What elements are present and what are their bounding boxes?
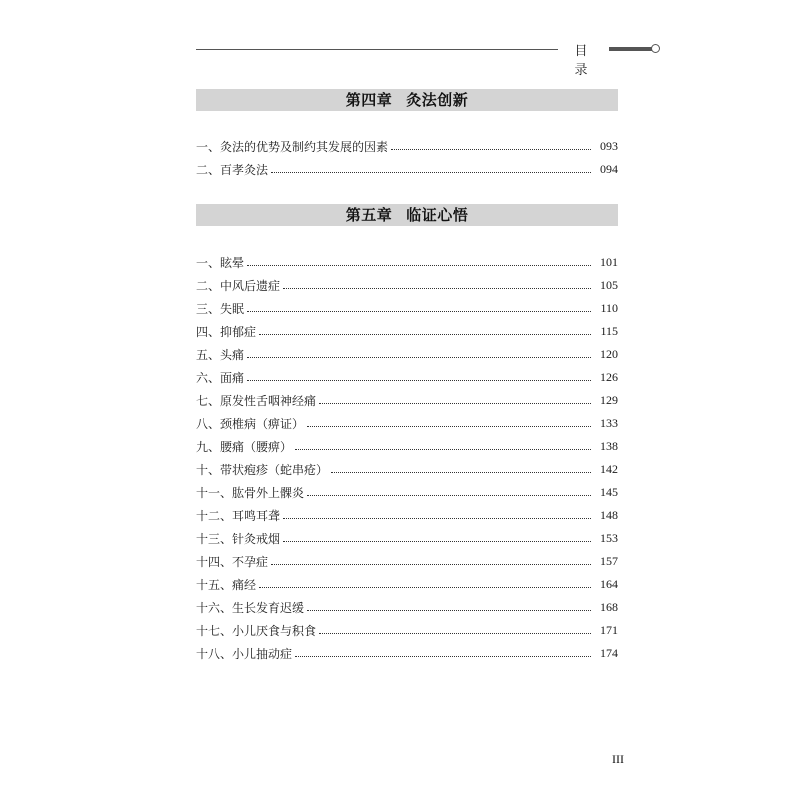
toc-entry-page: 142 (600, 461, 618, 476)
toc-entry[interactable] (196, 322, 618, 340)
toc-entry-title: 九、腰痛（腰痹） (196, 439, 293, 454)
toc-entry-page: 153 (600, 530, 618, 545)
toc-entry-title: 十五、痛经 (196, 577, 257, 592)
toc-entry-page: 115 (600, 323, 618, 338)
toc-entry[interactable] (196, 460, 618, 478)
toc-entry-title: 十六、生长发育迟缓 (196, 600, 305, 615)
toc-entry[interactable] (196, 299, 618, 317)
dot-leader (271, 564, 591, 565)
chapter-number: 第五章 (345, 206, 393, 224)
toc-entry-page: 110 (600, 300, 618, 315)
toc-entry[interactable] (196, 253, 618, 271)
header-rule (196, 49, 558, 50)
header-circle-ornament (651, 44, 660, 53)
toc-entry-page: 145 (600, 484, 618, 499)
dot-leader (271, 172, 591, 173)
toc-entry[interactable] (196, 137, 618, 155)
header-title: 目 录 (574, 44, 594, 78)
toc-entry-page: 174 (600, 645, 618, 660)
toc-entry-title: 五、头痛 (196, 347, 245, 362)
dot-leader (307, 426, 591, 427)
toc-entry[interactable] (196, 644, 618, 662)
toc-entry-page: 148 (600, 507, 618, 522)
toc-entry-title: 十七、小儿厌食与积食 (196, 623, 317, 638)
toc-entry[interactable] (196, 345, 618, 363)
dot-leader (259, 334, 591, 335)
toc-entry-page: 168 (600, 599, 618, 614)
toc-entry[interactable] (196, 598, 618, 616)
toc-entry-page: 120 (600, 346, 618, 361)
page-number: III (612, 752, 624, 766)
toc-entry-title: 十八、小儿抽动症 (196, 646, 293, 661)
chapter-title: 临证心悟 (406, 206, 469, 224)
toc-entry-title: 二、百孝灸法 (196, 162, 269, 177)
toc-entry-title: 二、中风后遗症 (196, 278, 281, 293)
running-header (196, 38, 664, 78)
dot-leader (319, 633, 591, 634)
dot-leader (259, 587, 591, 588)
toc-entry-page: 133 (600, 415, 618, 430)
toc-entry-page: 101 (600, 254, 618, 269)
dot-leader (307, 610, 591, 611)
toc-entry-page: 171 (600, 622, 618, 637)
dot-leader (295, 449, 591, 450)
toc-entry[interactable] (196, 552, 618, 570)
toc-entry[interactable] (196, 414, 618, 432)
toc-entry[interactable] (196, 506, 618, 524)
toc-entry-title: 七、原发性舌咽神经痛 (196, 393, 317, 408)
toc-entry[interactable] (196, 276, 618, 294)
toc-entry[interactable] (196, 160, 618, 178)
toc-entry-title: 六、面痛 (196, 370, 245, 385)
dot-leader (283, 541, 591, 542)
dot-leader (331, 472, 591, 473)
dot-leader (247, 265, 591, 266)
toc-entry[interactable] (196, 529, 618, 547)
header-bar-ornament (609, 47, 652, 51)
dot-leader (247, 311, 591, 312)
chapter-heading-4 (196, 89, 618, 111)
chapter-heading-5 (196, 204, 618, 226)
toc-entry-page: 126 (600, 369, 618, 384)
toc-entry[interactable] (196, 483, 618, 501)
chapter-number: 第四章 (345, 91, 393, 109)
toc-entry-title: 四、抑郁症 (196, 324, 257, 339)
dot-leader (391, 149, 591, 150)
toc-entry-title: 一、灸法的优势及制约其发展的因素 (196, 139, 389, 154)
toc-entry-title: 十三、针灸戒烟 (196, 531, 281, 546)
toc-entry[interactable] (196, 368, 618, 386)
toc-entry-page: 093 (600, 138, 618, 153)
dot-leader (295, 656, 591, 657)
toc-entry[interactable] (196, 621, 618, 639)
chapter-title: 灸法创新 (406, 91, 469, 109)
toc-entry-title: 十二、耳鸣耳聋 (196, 508, 281, 523)
dot-leader (247, 380, 591, 381)
toc-entry-title: 三、失眠 (196, 301, 245, 316)
toc-entry-page: 129 (600, 392, 618, 407)
dot-leader (319, 403, 591, 404)
toc-entry-page: 164 (600, 576, 618, 591)
toc-entry-page: 157 (600, 553, 618, 568)
dot-leader (307, 495, 591, 496)
toc-entry-title: 十四、不孕症 (196, 554, 269, 569)
toc-entry[interactable] (196, 437, 618, 455)
dot-leader (247, 357, 591, 358)
toc-entry-title: 十一、肱骨外上髁炎 (196, 485, 305, 500)
toc-entry-title: 八、颈椎病（痹证） (196, 416, 305, 431)
dot-leader (283, 288, 591, 289)
toc-entry-page: 094 (600, 161, 618, 176)
toc-entry-title: 一、眩晕 (196, 255, 245, 270)
toc-entry-page: 105 (600, 277, 618, 292)
toc-entry[interactable] (196, 391, 618, 409)
dot-leader (283, 518, 591, 519)
toc-entry-page: 138 (600, 438, 618, 453)
toc-entry-title: 十、带状疱疹（蛇串疮） (196, 462, 329, 477)
toc-entry[interactable] (196, 575, 618, 593)
